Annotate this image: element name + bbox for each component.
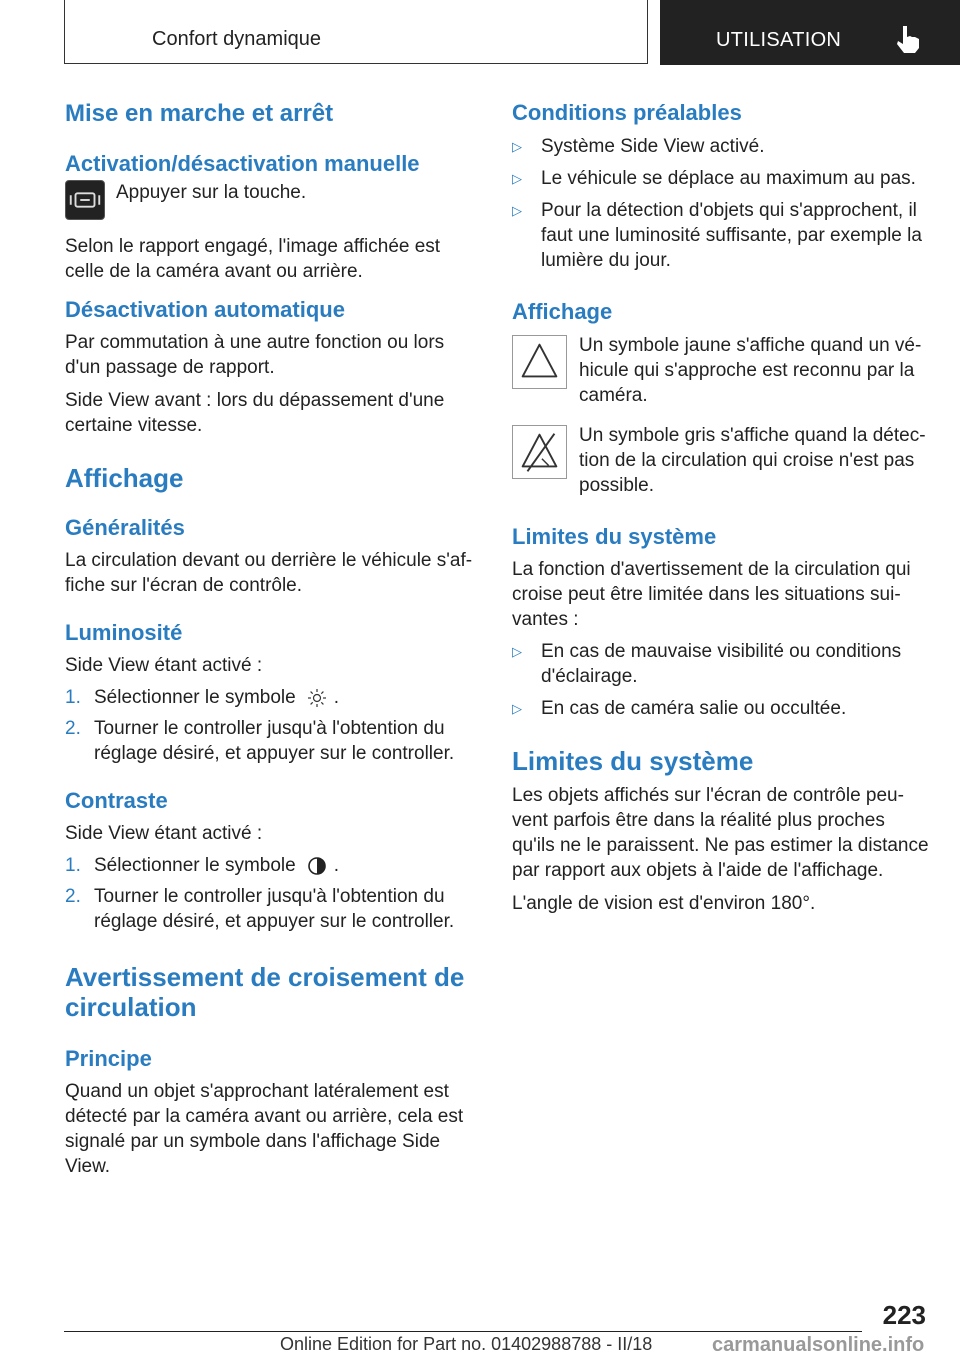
brightness-intro: Side View étant activé : bbox=[65, 655, 263, 676]
grey-symbol-text: Un symbole gris s'affiche quand la détection de la circulation qui croise n'est pas possible. bbox=[579, 425, 926, 496]
general-text: La circulation devant ou derrière le véhicule s'affiche sur l'écran de contrôle. bbox=[65, 550, 473, 596]
limits-1-list bbox=[512, 639, 930, 721]
footer-edition: Online Edition for Part no. 01402988788 - II/18 bbox=[280, 1334, 653, 1354]
manual-row bbox=[65, 180, 475, 224]
contrast-step-2: 2. Tourner le controller jusqu'à l'obtention du réglage désiré, et appuyer sur le controller. bbox=[65, 886, 455, 932]
pointing-hand-icon bbox=[894, 24, 922, 54]
list-item: ▷ Le véhicule se déplace au maximum au pas. bbox=[512, 168, 916, 189]
header-section-title: Confort dynamique bbox=[152, 28, 321, 50]
list-item: ▷ En cas de mauvaise visibilité ou conditions d'éclairage. bbox=[512, 641, 902, 687]
limits-1-text: La fonction d'avertissement de la circulation qui croise peut être limitée dans les situations suivantes : bbox=[512, 559, 911, 630]
warning-triangle-icon bbox=[512, 335, 567, 389]
grey-symbol-row bbox=[512, 423, 930, 498]
contrast-step-1: 1. Sélectionner le symbole . bbox=[65, 855, 339, 876]
auto-text-1: Par commutation à une autre fonction ou lors d'un passage de rapport. bbox=[65, 332, 445, 378]
heading-manual: Activation/désactivation manuelle bbox=[65, 151, 420, 176]
heading-contrast: Contraste bbox=[65, 788, 168, 813]
left-column bbox=[65, 100, 475, 1179]
triangle-bullet-icon: ▷ bbox=[512, 701, 522, 716]
header-section-box bbox=[64, 0, 648, 64]
yellow-symbol-row bbox=[512, 333, 930, 408]
brightness-step-2: 2. Tourner le controller jusqu'à l'obtention du réglage désiré, et appuyer sur le controller. bbox=[65, 718, 455, 764]
page-number: 223 bbox=[882, 1300, 926, 1330]
header-chapter-label: UTILISATION bbox=[716, 29, 842, 51]
triangle-bullet-icon: ▷ bbox=[512, 139, 522, 154]
heading-general: Généralités bbox=[65, 515, 185, 540]
triangle-bullet-icon: ▷ bbox=[512, 203, 522, 218]
warning-triangle-crossed-icon bbox=[512, 425, 567, 479]
right-column bbox=[512, 100, 930, 916]
heading-auto-off: Désactivation automatique bbox=[65, 297, 345, 322]
contrast-intro: Side View étant activé : bbox=[65, 823, 263, 844]
yellow-symbol-text: Un symbole jaune s'affiche quand un véhicule qui s'approche est reconnu par la caméra. bbox=[579, 335, 922, 406]
sun-icon bbox=[306, 687, 328, 709]
heading-display: Affichage bbox=[65, 463, 184, 493]
limits-2-text-2: L'angle de vision est d'environ 180°. bbox=[512, 893, 816, 914]
manual-info: Selon le rapport engagé, l'image affichée est celle de la caméra avant ou arrière. bbox=[65, 236, 441, 282]
heading-on-off: Mise en marche et arrêt bbox=[65, 100, 334, 127]
footer-divider bbox=[64, 1331, 862, 1332]
heading-display-right: Affichage bbox=[512, 299, 613, 324]
auto-text-2: Side View avant : lors du dépassement d'une certaine vitesse. bbox=[65, 390, 445, 436]
triangle-bullet-icon: ▷ bbox=[512, 171, 522, 186]
heading-limits-1: Limites du système bbox=[512, 524, 717, 549]
heading-conditions: Conditions préalables bbox=[512, 100, 742, 125]
triangle-bullet-icon: ▷ bbox=[512, 644, 522, 659]
list-item: ▷ Pour la détection d'objets qui s'approchent, il faut une luminosité suffisante, par exemple la lumière du jour. bbox=[512, 200, 922, 271]
contrast-steps bbox=[65, 853, 475, 934]
heading-cross-traffic: Avertissement de croisement de circulation bbox=[65, 962, 465, 1022]
principle-text: Quand un objet s'approchant latéralement est détecté par la caméra avant ou arrière, cela est signalé par un symbole dans l'affichage Side View. bbox=[65, 1081, 464, 1177]
list-item: ▷ Système Side View activé. bbox=[512, 136, 765, 157]
contrast-icon bbox=[306, 855, 328, 877]
manual-text: Appuyer sur la touche. bbox=[116, 182, 307, 203]
limits-2-text-1: Les objets affichés sur l'écran de contrôle peuvent parfois être dans la réalité plus proches qu'ils ne le paraissent. Ne pas estimer la distance par rapport aux objets à l'aide de l'affichage. bbox=[512, 785, 929, 881]
list-item: ▷ En cas de caméra salie ou occultée. bbox=[512, 698, 847, 719]
heading-brightness: Luminosité bbox=[65, 620, 183, 645]
conditions-list bbox=[512, 134, 930, 273]
footer-watermark: carmanualsonline.info bbox=[712, 1334, 925, 1356]
brightness-steps bbox=[65, 685, 475, 766]
header-chapter-tab bbox=[660, 0, 960, 65]
heading-principle: Principe bbox=[65, 1046, 152, 1071]
heading-limits-2: Limites du système bbox=[512, 746, 754, 776]
brightness-step-1: 1. Sélectionner le symbole . bbox=[65, 687, 339, 708]
camera-button-icon bbox=[65, 180, 105, 220]
